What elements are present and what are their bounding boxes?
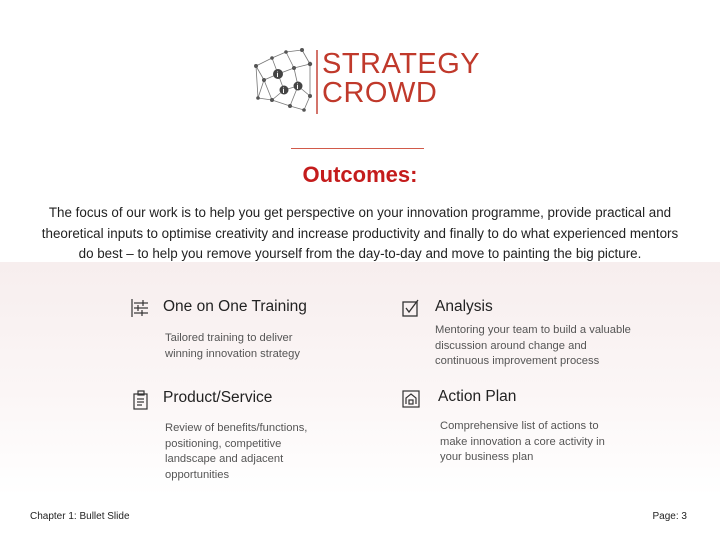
item-title-action-plan: Action Plan bbox=[438, 388, 517, 405]
item-desc-product: Review of benefits/functions, positioning, competitive landscape and adjacent opportunities bbox=[165, 422, 308, 482]
item-desc-analysis: Mentoring your team to build a valuable discussion around change and continuous improvement process bbox=[435, 324, 631, 368]
settings-sliders-icon bbox=[131, 298, 151, 318]
intro-paragraph: The focus of our work is to help you get perspective on your innovation programme, provide practical and theoretical inputs to optimise creativity and increase productivity and finally to do what experienced mentors do best – to help you remove yourself from the day-to-day and move to painting the big picture. bbox=[41, 205, 679, 261]
svg-text:i: i bbox=[296, 84, 299, 91]
title-divider bbox=[291, 148, 424, 149]
checklist-icon bbox=[401, 298, 421, 318]
item-desc-training: Tailored training to deliver winning innovation strategy bbox=[165, 332, 300, 360]
svg-text:i: i bbox=[276, 72, 279, 79]
home-plan-icon bbox=[401, 389, 421, 409]
item-desc-action-plan: Comprehensive list of actions to make innovation a core activity in your business plan bbox=[440, 420, 605, 464]
logo-wordmark bbox=[322, 50, 480, 108]
item-title-product: Product/Service bbox=[163, 389, 273, 406]
footer-chapter: Chapter 1: Bullet Slide bbox=[30, 511, 130, 522]
page-title: Outcomes: bbox=[302, 162, 418, 187]
clipboard-icon bbox=[131, 390, 151, 410]
footer-page-number: Page: 3 bbox=[652, 511, 687, 522]
item-title-training: One on One Training bbox=[163, 298, 307, 315]
item-title-analysis: Analysis bbox=[435, 298, 493, 315]
logo-line-1: STRATEGY bbox=[322, 48, 481, 80]
svg-text:i: i bbox=[282, 88, 285, 95]
logo-line-2: CROWD bbox=[322, 77, 438, 109]
